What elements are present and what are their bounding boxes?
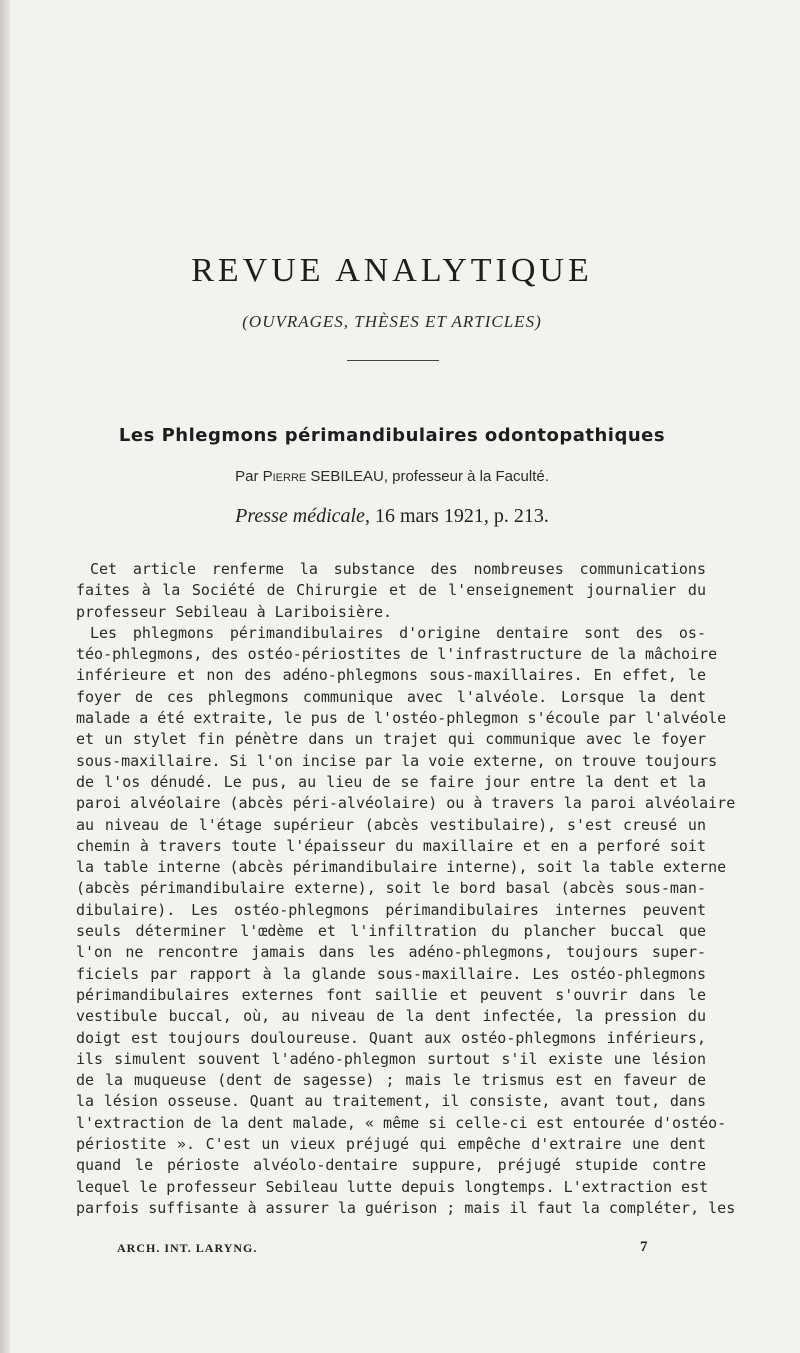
section-title: REVUE ANALYTIQUE bbox=[191, 252, 593, 289]
body-line: dibulaire). Les ostéo-phlegmons périmandibulaires internes peuvent bbox=[76, 900, 706, 919]
source-journal: Presse médicale bbox=[235, 505, 365, 527]
footer-journal: ARCH. INT. LARYNG. bbox=[117, 1241, 258, 1255]
article-body bbox=[76, 559, 736, 1219]
body-line: ficiels par rapport à la glande sous-maxillaire. Les ostéo-phlegmons bbox=[76, 964, 706, 983]
body-line: périmandibulaires externes font saillie et peuvent s'ouvrir dans le bbox=[76, 985, 706, 1004]
body-line: seuls déterminer l'œdème et l'infiltration du plancher buccal que bbox=[76, 922, 706, 941]
body-line: Cet article renferme la substance des nombreuses communications bbox=[90, 560, 706, 578]
body-line: inférieure et non des adéno-phlegmons sous-maxillaires. En effet, le bbox=[76, 666, 706, 685]
body-line: l'on ne rencontre jamais dans les adéno-phlegmons, toujours super- bbox=[76, 943, 706, 962]
body-line: vestibule buccal, où, au niveau de la dent infectée, la pression du bbox=[76, 1007, 706, 1026]
body-line: sous-maxillaire. Si l'on incise par la voie externe, on trouve toujours bbox=[76, 751, 718, 770]
body-line: faites à la Société de Chirurgie et de l'enseignement journalier du bbox=[76, 581, 706, 600]
body-line: ils simulent souvent l'adéno-phlegmon surtout s'il existe une lésion bbox=[76, 1049, 706, 1068]
article-byline bbox=[0, 468, 784, 485]
body-line: malade a été extraite, le pus de l'ostéo-phlegmon s'écoule par l'alvéole bbox=[76, 709, 727, 728]
body-line: de l'os dénudé. Le pus, au lieu de se faire jour entre la dent et la bbox=[76, 772, 706, 791]
page-footer bbox=[0, 1241, 800, 1261]
divider-rule bbox=[347, 360, 439, 361]
body-line: au niveau de l'étage supérieur (abcès vestibulaire), s'est creusé un bbox=[76, 815, 706, 834]
byline-rest: SEBILEAU, professeur à la Faculté. bbox=[306, 468, 549, 485]
body-line: chemin à travers toute l'épaisseur du maxillaire et en a perforé soit bbox=[76, 836, 706, 855]
body-line: foyer de ces phlegmons communique avec l'alvéole. Lorsque la dent bbox=[76, 687, 706, 706]
body-line: (abcès périmandibulaire externe), soit le bord basal (abcès sous-man- bbox=[76, 879, 706, 898]
section-subtitle: (OUVRAGES, THÈSES ET ARTICLES) bbox=[242, 312, 542, 331]
body-line: la lésion osseuse. Quant au traitement, il consiste, avant tout, dans bbox=[76, 1092, 706, 1111]
source-details: , 16 mars 1921, p. 213. bbox=[364, 505, 549, 527]
body-line: lequel le professeur Sebileau lutte depuis longtemps. L'extraction est bbox=[76, 1177, 709, 1196]
body-line: quand le périoste alvéolo-dentaire suppure, préjugé stupide contre bbox=[76, 1156, 706, 1175]
body-line: parfois suffisante à assurer la guérison ; mais il faut la compléter, les bbox=[76, 1198, 736, 1217]
body-line: et un stylet fin pénètre dans un trajet qui communique avec le foyer bbox=[76, 730, 706, 749]
article-title: Les Phlegmons périmandibulaires odontopathiques bbox=[118, 425, 666, 446]
body-line: téo-phlegmons, des ostéo-périostites de l'infrastructure de la mâchoire bbox=[76, 645, 718, 664]
body-line: l'extraction de la dent malade, « même si celle-ci est entourée d'ostéo- bbox=[76, 1113, 727, 1132]
body-line: paroi alvéolaire (abcès péri-alvéolaire) ou à travers la paroi alvéolaire bbox=[76, 794, 736, 813]
body-line: professeur Sebileau à Lariboisière. bbox=[76, 602, 393, 621]
body-line: doigt est toujours douloureuse. Quant aux ostéo-phlegmons inférieurs, bbox=[76, 1028, 706, 1047]
body-line: la table interne (abcès périmandibulaire interne), soit la table externe bbox=[76, 858, 727, 877]
byline-first-name: Pierre bbox=[262, 468, 307, 485]
body-line: Les phlegmons périmandibulaires d'origine dentaire sont des os- bbox=[90, 623, 706, 642]
body-line: périostite ». C'est un vieux préjugé qui empêche d'extraire une dent bbox=[76, 1135, 706, 1154]
body-line: de la muqueuse (dent de sagesse) ; mais le trismus est en faveur de bbox=[76, 1071, 706, 1090]
page-number: 7 bbox=[640, 1239, 648, 1255]
page-binding-edge bbox=[0, 0, 10, 1353]
byline-prefix: Par bbox=[235, 468, 263, 485]
article-source bbox=[0, 505, 784, 528]
